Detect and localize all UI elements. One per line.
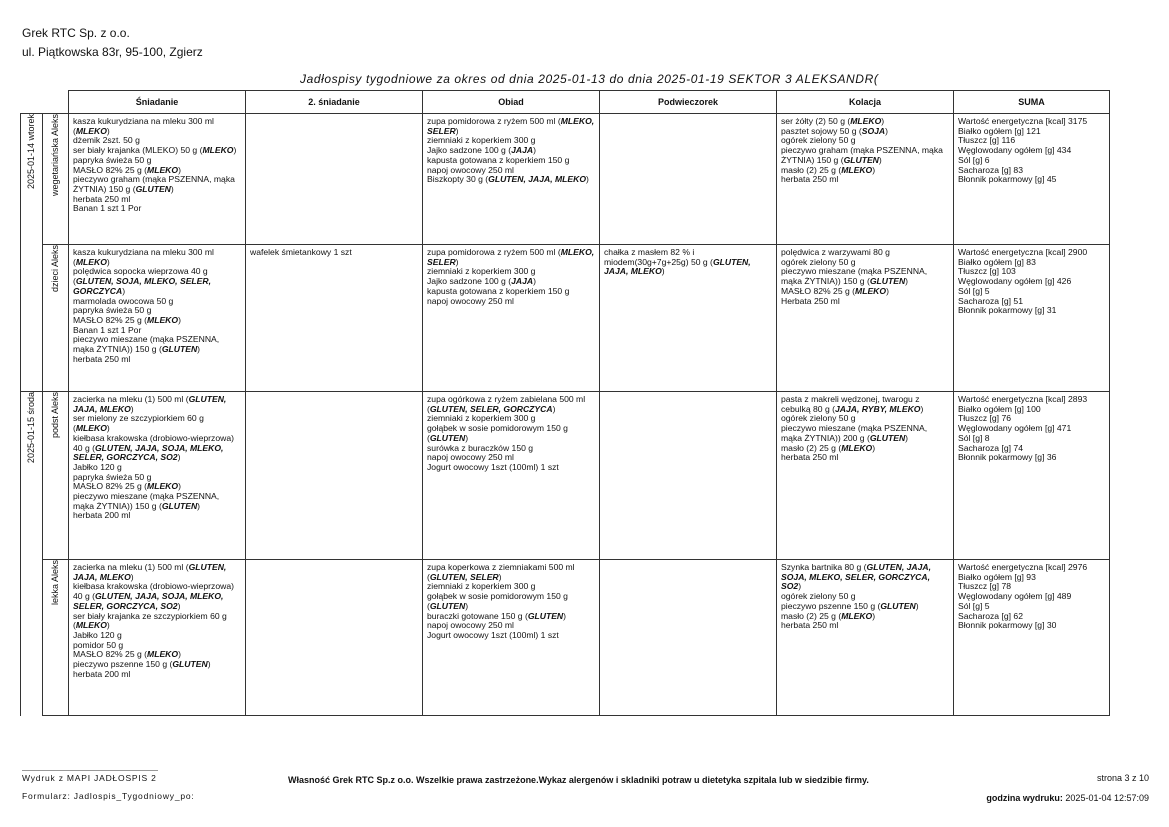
- nutrition-value: Błonnik pokarmowy [g] 30: [958, 620, 1057, 631]
- meal-item: MASŁO 82% 25 g (MLEKO): [781, 285, 889, 296]
- meal-item: ser mielony ze szczypiorkiem 60 g (MLEKO): [73, 413, 204, 434]
- header-blank: [43, 91, 69, 114]
- meal-obiad: [423, 245, 600, 392]
- meal-sniadanie2: [246, 392, 423, 560]
- footer-divider: [22, 770, 158, 771]
- nutrition-value: Wartość energetyczna [kcal] 2900: [958, 247, 1088, 257]
- meal-item: Biszkopty 30 g (GLUTEN, JAJA, MLEKO): [427, 174, 589, 185]
- meal-item: ogórek zielony 50 g: [781, 256, 856, 267]
- meal-obiad: [423, 392, 600, 560]
- col-header-sniadanie: Śniadanie: [69, 91, 246, 114]
- meal-sniadanie2: [246, 114, 423, 245]
- meal-item: wafelek śmietankowy 1 szt: [250, 247, 352, 257]
- meal-item: ogórek zielony 50 g: [781, 413, 856, 424]
- meal-item: chałka z masłem 82 % i miodem(30g+7g+25g) 50 g (GLUTEN, JAJA, MLEKO): [604, 247, 751, 277]
- date-label: 2025-01-14 wtorek: [26, 114, 37, 190]
- meal-item: zacierka na mleku (1) 500 ml (GLUTEN, JAJA, MLEKO): [73, 394, 227, 414]
- nutrition-value: Białko ogółem [g] 121: [958, 125, 1041, 136]
- meal-item: ser biały krajanka ze szczypiorkiem 60 g (MLEKO): [73, 610, 227, 631]
- col-header-kolacja: Kolacja: [777, 91, 954, 114]
- meal-item: Jogurt owocowy 1szt (100ml) 1 szt: [427, 461, 559, 472]
- menu-row: [21, 392, 1110, 560]
- meal-item: MASŁO 82% 25 g (MLEKO): [73, 164, 181, 175]
- meal-sniadanie2: [246, 245, 423, 392]
- meal-item: MASŁO 82% 25 g (MLEKO): [73, 314, 181, 325]
- nutrition-value: Białko ogółem [g] 100: [958, 403, 1041, 414]
- nutrition-summary: [954, 114, 1110, 245]
- meal-item: pieczywo mieszane (mąka PSZENNA, mąka ŻYTNIA)) 150 g (GLUTEN): [73, 491, 220, 511]
- meal-sniadanie2: [246, 560, 423, 716]
- nutrition-value: Węglowodany ogółem [g] 426: [958, 276, 1072, 287]
- meal-item: herbata 200 ml: [73, 510, 131, 521]
- nutrition-summary: [954, 560, 1110, 716]
- col-header-suma: SUMA: [954, 91, 1110, 114]
- meal-item: papryka świeża 50 g: [73, 154, 152, 165]
- nutrition-value: Węglowodany ogółem [g] 489: [958, 591, 1072, 602]
- meal-item: zupa pomidorowa z ryżem 500 ml (MLEKO, SELER): [427, 116, 595, 136]
- date-label: 2025-01-15 środa: [26, 392, 37, 464]
- col-header-podwieczorek: Podwieczorek: [600, 91, 777, 114]
- nutrition-value: Węglowodany ogółem [g] 434: [958, 145, 1072, 156]
- meal-item: polędwica z warzywami 80 g: [781, 247, 890, 257]
- meal-item: herbata 250 ml: [781, 174, 839, 185]
- meal-item: masło (2) 25 g (MLEKO): [781, 610, 876, 621]
- meal-item: pieczywo graham (mąka PSZENNA, mąka ŻYTNIA) 150 g (GLUTEN): [781, 145, 943, 165]
- meal-item: papryka świeża 50 g: [73, 305, 152, 316]
- meal-item: herbata 250 ml: [781, 620, 839, 631]
- print-time-label: godzina wydruku:: [986, 793, 1063, 803]
- meal-item: Szynka bartnika 80 g (GLUTEN, JAJA, SOJA, MLEKO, SELER, GORCZYCA, SO2): [781, 562, 931, 592]
- nutrition-value: Sacharoza [g] 83: [958, 164, 1023, 175]
- meal-item: napoj owocowy 250 ml: [427, 164, 514, 175]
- meal-item: papryka świeża 50 g: [73, 471, 152, 482]
- col-header-obiad: Obiad: [423, 91, 600, 114]
- company-address: ul. Piątkowska 83r, 95-100, Zgierz: [22, 45, 203, 59]
- nutrition-value: Błonnik pokarmowy [g] 31: [958, 305, 1057, 316]
- footer-page-number: strona 3 z 10: [1096, 773, 1149, 783]
- meal-item: herbata 200 ml: [73, 668, 131, 679]
- diet-cell: [43, 245, 69, 392]
- nutrition-value: Sól [g] 8: [958, 432, 990, 443]
- meal-item: ziemniaki z koperkiem 300 g: [427, 581, 536, 592]
- nutrition-value: Błonnik pokarmowy [g] 45: [958, 174, 1057, 185]
- page-title: Jadłospisy tygodniowe za okres od dnia 2025-01-13 do dnia 2025-01-19 SEKTOR 3 ALEKSANDR(: [300, 72, 879, 86]
- header-blank: [21, 91, 43, 114]
- nutrition-value: Sacharoza [g] 62: [958, 610, 1023, 621]
- nutrition-value: Białko ogółem [g] 83: [958, 256, 1036, 267]
- meal-item: pieczywo graham (mąka PSZENNA, mąka ŻYTNIA) 150 g (GLUTEN): [73, 174, 235, 194]
- meal-item: pieczywo mieszane (mąka PSZENNA, mąka ŻYTNIA)) 150 g (GLUTEN): [73, 334, 220, 355]
- nutrition-value: Białko ogółem [g] 93: [958, 571, 1036, 582]
- diet-label: dzieci Aleks: [50, 245, 61, 293]
- meal-item: Jabłko 120 g: [73, 461, 122, 472]
- meal-item: polędwica sopocka wieprzowa 40 g (GLUTEN, SOJA, MLEKO, SELER, GORCZYCA): [73, 266, 211, 296]
- meal-item: herbata 250 ml: [73, 353, 131, 364]
- meal-item: Jabłko 120 g: [73, 629, 122, 640]
- diet-cell: [43, 114, 69, 245]
- footer-form-name: Formularz: Jadlospis_Tygodniowy_po:: [22, 791, 195, 801]
- meal-kolacja: [777, 245, 954, 392]
- meal-item: ogórek zielony 50 g: [781, 591, 856, 602]
- nutrition-value: Sól [g] 6: [958, 154, 990, 165]
- meal-item: zupa ogórkowa z ryżem zabielana 500 ml (GLUTEN, SELER, GORCZYCA): [427, 394, 586, 414]
- meal-item: MASŁO 82% 25 g (MLEKO): [73, 481, 181, 492]
- header-row: [21, 91, 1110, 114]
- meal-sniadanie: [69, 245, 246, 392]
- meal-item: pieczywo pszenne 150 g (GLUTEN): [781, 600, 919, 611]
- nutrition-value: Tłuszcz [g] 76: [958, 413, 1012, 424]
- company-name: Grek RTC Sp. z o.o.: [22, 26, 130, 40]
- diet-label: wegetariańska Aleks: [50, 114, 61, 197]
- nutrition-summary: [954, 392, 1110, 560]
- meal-obiad: [423, 114, 600, 245]
- meal-item: Jajko sadzone 100 g (JAJA): [427, 145, 536, 156]
- meal-item: kiełbasa krakowska (drobiowo-wieprzowa) 40 g (GLUTEN, JAJA, SOJA, MLEKO, SELER, GORCZYCA, SO2): [73, 432, 234, 463]
- nutrition-value: Sacharoza [g] 74: [958, 442, 1023, 453]
- meal-item: zupa pomidorowa z ryżem 500 ml (MLEKO, SELER): [427, 247, 595, 267]
- meal-kolacja: [777, 560, 954, 716]
- meal-item: kapusta gotowana z koperkiem 150 g: [427, 154, 570, 165]
- meal-kolacja: [777, 392, 954, 560]
- nutrition-value: Tłuszcz [g] 78: [958, 581, 1012, 592]
- meal-item: pasta z makreli wędzonej, twarogu z cebulką 80 g (JAJA, RYBY, MLEKO): [781, 394, 924, 414]
- meal-item: pomidor 50 g: [73, 639, 124, 650]
- meal-podwieczorek: [600, 560, 777, 716]
- nutrition-value: Wartość energetyczna [kcal] 2893: [958, 394, 1088, 404]
- meal-item: zacierka na mleku (1) 500 ml (GLUTEN, JAJA, MLEKO): [73, 562, 227, 582]
- meal-item: Jogurt owocowy 1szt (100ml) 1 szt: [427, 629, 559, 640]
- meal-item: herbata 250 ml: [73, 193, 131, 204]
- meal-item: pieczywo mieszane (mąka PSZENNA, mąka ŻYTNIA)) 200 g (GLUTEN): [781, 423, 928, 443]
- meal-item: ziemniaki z koperkiem 300 g: [427, 135, 536, 146]
- meal-item: marmolada owocowa 50 g: [73, 295, 174, 306]
- meal-item: kasza kukurydziana na mleku 300 ml (MLEKO): [73, 247, 214, 267]
- meal-item: zupa koperkowa z ziemniakami 500 ml (GLUTEN, SELER): [427, 562, 575, 582]
- meal-item: buraczki gotowane 150 g (GLUTEN): [427, 610, 567, 621]
- footer-ownership-note: Własność Grek RTC Sp.z o.o. Wszelkie prawa zastrzeżone.Wykaz alergenów i skladniki potraw u dietetyka szpitala lub w siedzibie firmy.: [288, 775, 869, 785]
- diet-label: podst Aleks: [50, 392, 61, 439]
- meal-podwieczorek: [600, 392, 777, 560]
- meal-item: dżemik 2szt. 50 g: [73, 135, 140, 146]
- footer-print-source: Wydruk z MAPI JADŁOSPIS 2: [22, 773, 157, 783]
- meal-item: kiełbasa krakowska (drobiowo-wieprzowa) 40 g (GLUTEN, JAJA, SOJA, MLEKO, SELER, GORCZYCA, SO2): [73, 581, 234, 611]
- nutrition-value: Błonnik pokarmowy [g] 36: [958, 452, 1057, 463]
- meal-item: napoj owocowy 250 ml: [427, 295, 514, 306]
- meal-sniadanie: [69, 392, 246, 560]
- menu-table: [20, 90, 1110, 716]
- meal-item: ziemniaki z koperkiem 300 g: [427, 266, 536, 277]
- meal-podwieczorek: [600, 245, 777, 392]
- meal-obiad: [423, 560, 600, 716]
- diet-label: lekka Aleks: [50, 560, 61, 606]
- meal-item: pieczywo mieszane (mąka PSZENNA, mąka ŻYTNIA)) 150 g (GLUTEN): [781, 266, 928, 287]
- meal-item: gołąbek w sosie pomidorowym 150 g (GLUTEN): [427, 423, 568, 443]
- menu-row: [21, 114, 1110, 245]
- nutrition-value: Wartość energetyczna [kcal] 2976: [958, 562, 1088, 572]
- date-cell: [21, 114, 43, 392]
- meal-item: Herbata 250 ml: [781, 295, 840, 306]
- menu-row: [21, 245, 1110, 392]
- meal-item: Banan 1 szt 1 Por: [73, 324, 142, 335]
- meal-item: Jajko sadzone 100 g (JAJA): [427, 276, 536, 287]
- meal-item: gołąbek w sosie pomidorowym 150 g (GLUTEN): [427, 591, 568, 611]
- meal-item: kasza kukurydziana na mleku 300 ml (MLEKO): [73, 116, 214, 136]
- meal-sniadanie: [69, 114, 246, 245]
- meal-item: napoj owocowy 250 ml: [427, 452, 514, 463]
- meal-podwieczorek: [600, 114, 777, 245]
- meal-item: pieczywo pszenne 150 g (GLUTEN): [73, 659, 211, 670]
- nutrition-value: Sól [g] 5: [958, 285, 990, 296]
- meal-item: Banan 1 szt 1 Por: [73, 203, 142, 214]
- meal-item: ogórek zielony 50 g: [781, 135, 856, 146]
- meal-item: MASŁO 82% 25 g (MLEKO): [73, 649, 181, 660]
- meal-item: ziemniaki z koperkiem 300 g: [427, 413, 536, 424]
- meal-item: ser biały krajanka (MLEKO) 50 g (MLEKO): [73, 145, 237, 156]
- col-header-sniadanie2: 2. śniadanie: [246, 91, 423, 114]
- menu-row: [21, 560, 1110, 716]
- meal-kolacja: [777, 114, 954, 245]
- print-time-value: 2025-01-04 12:57:09: [1065, 793, 1149, 803]
- footer-print-time: [986, 793, 1149, 803]
- nutrition-value: Wartość energetyczna [kcal] 3175: [958, 116, 1088, 126]
- diet-cell: [43, 560, 69, 716]
- meal-item: ser żółty (2) 50 g (MLEKO): [781, 116, 885, 126]
- meal-sniadanie: [69, 560, 246, 716]
- diet-cell: [43, 392, 69, 560]
- meal-item: napoj owocowy 250 ml: [427, 620, 514, 631]
- date-cell: [21, 392, 43, 716]
- nutrition-value: Tłuszcz [g] 116: [958, 135, 1016, 146]
- meal-item: pasztet sojowy 50 g (SOJA): [781, 125, 889, 136]
- meal-item: herbata 250 ml: [781, 452, 839, 463]
- nutrition-value: Tłuszcz [g] 103: [958, 266, 1016, 277]
- meal-item: surówka z buraczków 150 g: [427, 442, 534, 453]
- meal-item: masło (2) 25 g (MLEKO): [781, 442, 876, 453]
- company-block: [22, 24, 203, 62]
- meal-item: kapusta gotowana z koperkiem 150 g: [427, 285, 570, 296]
- nutrition-value: Węglowodany ogółem [g] 471: [958, 423, 1072, 434]
- nutrition-value: Sól [g] 5: [958, 600, 990, 611]
- nutrition-summary: [954, 245, 1110, 392]
- meal-item: masło (2) 25 g (MLEKO): [781, 164, 876, 175]
- nutrition-value: Sacharoza [g] 51: [958, 295, 1023, 306]
